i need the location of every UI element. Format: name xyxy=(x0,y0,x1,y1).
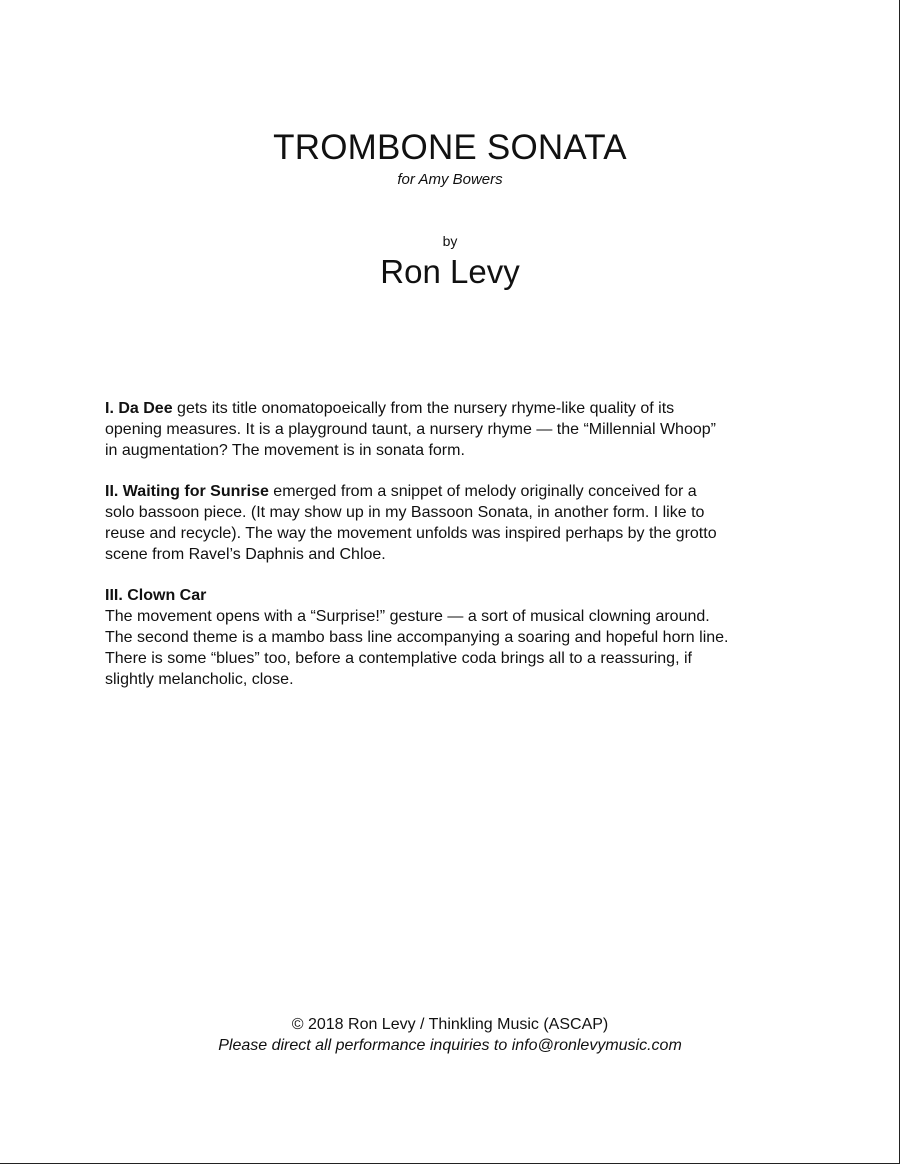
movement-title: II. Waiting for Sunrise xyxy=(105,483,269,500)
copyright-notice: © 2018 Ron Levy / Thinkling Music (ASCAP) xyxy=(291,1016,609,1033)
note-line: solo bassoon piece. (It may show up in my Bassoon Sonata, in another form. I like to xyxy=(105,504,705,521)
note-line: gets its title onomatopoeically from the nursery rhyme-like quality of its xyxy=(172,400,675,417)
movement-title: I. Da Dee xyxy=(105,400,173,417)
performance-inquiries: Please direct all performance inquiries to info@ronlevymusic.com xyxy=(218,1037,682,1054)
program-notes xyxy=(105,398,805,710)
note-line: emerged from a snippet of melody originally conceived for a xyxy=(268,483,697,500)
dedication: for Amy Bowers xyxy=(397,171,503,188)
movement-note-1 xyxy=(105,398,805,461)
note-line: reuse and recycle). The way the movement unfolds was inspired perhaps by the grotto xyxy=(105,525,717,542)
note-line: There is some “blues” too, before a contemplative coda brings all to a reassuring, if xyxy=(105,650,692,667)
note-line: slightly melancholic, close. xyxy=(105,671,294,688)
movement-title: III. Clown Car xyxy=(105,587,207,604)
note-line: opening measures. It is a playground taunt, a nursery rhyme — the “Millennial Whoop” xyxy=(105,421,716,438)
page-title: TROMBONE SONATA xyxy=(273,128,627,167)
movement-note-2 xyxy=(105,481,805,565)
composer-name: Ron Levy xyxy=(380,253,520,290)
note-line: in augmentation? The movement is in sonata form. xyxy=(105,442,465,459)
movement-note-3 xyxy=(105,585,805,690)
note-line: The movement opens with a “Surprise!” gesture — a sort of musical clowning around. xyxy=(105,608,710,625)
note-line: The second theme is a mambo bass line accompanying a soaring and hopeful horn line. xyxy=(105,629,729,646)
note-line: scene from Ravel’s Daphnis and Chloe. xyxy=(105,546,386,563)
by-label: by xyxy=(442,233,458,249)
footer xyxy=(0,1014,900,1056)
